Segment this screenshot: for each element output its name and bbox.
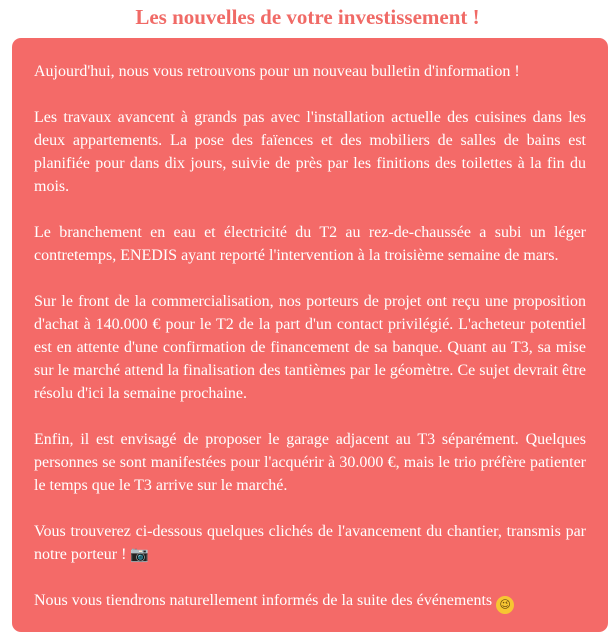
paragraph-closing: [34, 589, 586, 614]
camera-icon: 📷: [130, 545, 150, 563]
paragraph-intro: Aujourd'hui, nous vous retrouvons pour un nouveau bulletin d'information !: [34, 63, 520, 80]
paragraph-works: Les travaux avancent à grands pas avec l'installation actuelle des cuisines dans les deux appartements. La pose des faïences et des mobiliers de salles de bains est planifiée pour dans dix jours, suivie de près par les finitions des toilettes à la fin du mois.: [34, 109, 586, 195]
paragraph-commercialisation: Sur le front de la commercialisation, nos porteurs de projet ont reçu une proposition d'achat à 140.000 € pour le T2 de la part d'un contact privilégié. L'acheteur potentiel est en attente d'une confirmation de financement de sa banque. Quant au T3, sa mise sur le marché attend la finalisation des tantièmes par le géomètre. Ce sujet devrait être résolu d'ici la semaine prochaine.: [34, 293, 586, 402]
wink-emoji-icon: 😉: [496, 596, 514, 614]
paragraph-photos: [34, 520, 586, 566]
paragraph-utilities: Le branchement en eau et électricité du T2 au rez-de-chaussée a subi un léger contretemps, ENEDIS ayant reporté l'intervention à la troisième semaine de mars.: [34, 224, 586, 264]
newsletter-card: [12, 38, 608, 632]
paragraph-closing-text: Nous vous tiendrons naturellement informés de la suite des événements: [34, 592, 493, 609]
newsletter-title: Les nouvelles de votre investissement !: [135, 5, 480, 29]
paragraph-garage: Enfin, il est envisagé de proposer le garage adjacent au T3 séparément. Quelques personnes se sont manifestées pour l'acquérir à 30.000 €, mais le trio préfère patienter le temps que le T3 arrive sur le marché.: [34, 431, 586, 494]
paragraph-photos-text: Vous trouverez ci-dessous quelques clichés de l'avancement du chantier, transmis par notre porteur !: [34, 523, 586, 563]
